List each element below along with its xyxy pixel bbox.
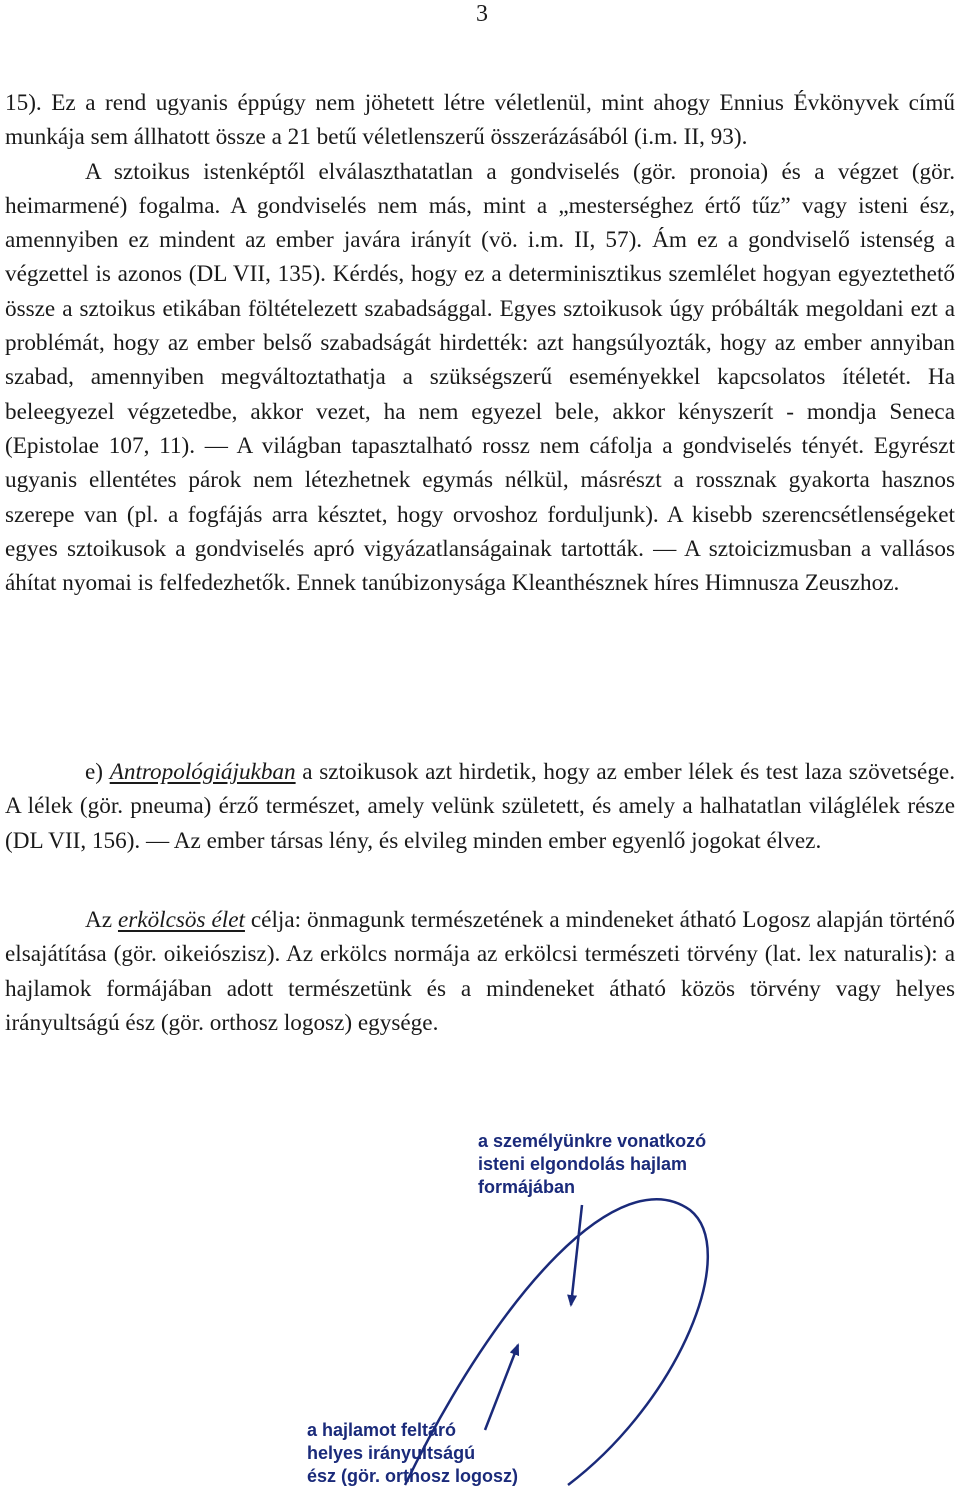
prefix: e) bbox=[85, 759, 110, 785]
body-text: a sztoikusok azt hirdetik, hogy az ember lélek és test laza szövetsége. A lélek (gör. pneuma) érző természet, amely velünk született, és amely a halhatatlan világlélek része (DL VII, 156). ― Az ember társas lény, és elvileg minden ember egyenlő jogokat élvez. bbox=[5, 759, 956, 854]
term-anthropology: Antropológiájukban bbox=[109, 759, 296, 785]
paragraph-moral-life bbox=[5, 903, 955, 1040]
paragraph-providence bbox=[5, 86, 955, 600]
arrow-from-bottom-label bbox=[485, 1345, 518, 1430]
term-moral-life: erkölcsös élet bbox=[117, 907, 245, 933]
diagram bbox=[0, 1110, 960, 1507]
body-text: célja: önmagunk természetének a mindeneket átható Logosz alapján történő elsajátítása (gör. oikeiószisz). Az erkölcs normája az erkölcsi természeti törvény (lat. lex naturalis): a hajlamok formájában adott természetünk és a mindeneket átható közös törvény vagy helyes irányultságú ész (gör. orthosz logosz) egysége. bbox=[5, 907, 956, 1036]
diagram-label-bottom: a hajlamot feltáró helyes irányultságú ész (gör. orthosz logosz) bbox=[307, 1420, 519, 1486]
paragraph-anthropology-text bbox=[5, 755, 955, 858]
paragraph-ennius-text: 15). Ez a rend ugyanis éppúgy nem jöhetett létre véletlenül, mint ahogy Ennius Évkönyvek című munkája sem állhatott össze a 21 betű véletlenszerű összerázásából (i.m. II, 93). bbox=[5, 90, 955, 151]
paragraph-moral-life-text bbox=[5, 903, 955, 1040]
page-number: 3 bbox=[476, 1, 488, 27]
diagram-label-top: a személyünkre vonatkozó isteni elgondolás hajlam formájában bbox=[478, 1131, 707, 1197]
prefix: Az bbox=[85, 907, 118, 933]
paragraph-anthropology bbox=[5, 755, 955, 858]
paragraph-providence-text: A sztoikus istenképtől elválaszthatatlan a gondviselés (gör. pronoia) és a végzet (gör. heimarmené) fogalma. A gondviselés nem más, mint a „mesterséghez értő tűz” vagy isteni ész, amennyiben ez mindent az ember javára irányít (vö. i.m. II, 57). Ám ez a gondviselő istenség a végzettel is azonos (DL VII, 135). Kérdés, hogy ez a determinisztikus szemlélet hogyan egyeztethető össze a sztoikus etikában föltételezett szabadsággal. Egyes sztoikusok úgy próbálták megoldani ezt a problémát, hogy az ember belső szabadságát hirdették: azt hangsúlyozták, hogy az ember annyiban szabad, amennyiben megváltoztathatja a szükségszerű eseményekkel kapcsolatos ítéletét. Ha beleegyezel végzetedbe, akkor vezet, ha nem egyezel bele, akkor kényszerít - mondja Seneca (Epistolae 107, 11). ― A világban tapasztalható rossz nem cáfolja a gondviselés tényét. Egyrészt ugyanis ellentétes párok nem létezhetnek egymás nélkül, másrészt a rossznak gyakorta hasznos szerepe van (pl. a fogfájás arra késztet, hogy orvoshoz forduljunk). A kisebb szerencsétlenségeket egyes sztoikusok a gondviselés apró vigyázatlanságainak tartották. ― A sztoicizmusban a vallásos áhítat nyomai is felfedezhetők. Ennek tanúbizonysága Kleanthésznek híres Himnusza Zeuszhoz. bbox=[5, 158, 955, 597]
arrow-from-top-label bbox=[571, 1205, 582, 1305]
